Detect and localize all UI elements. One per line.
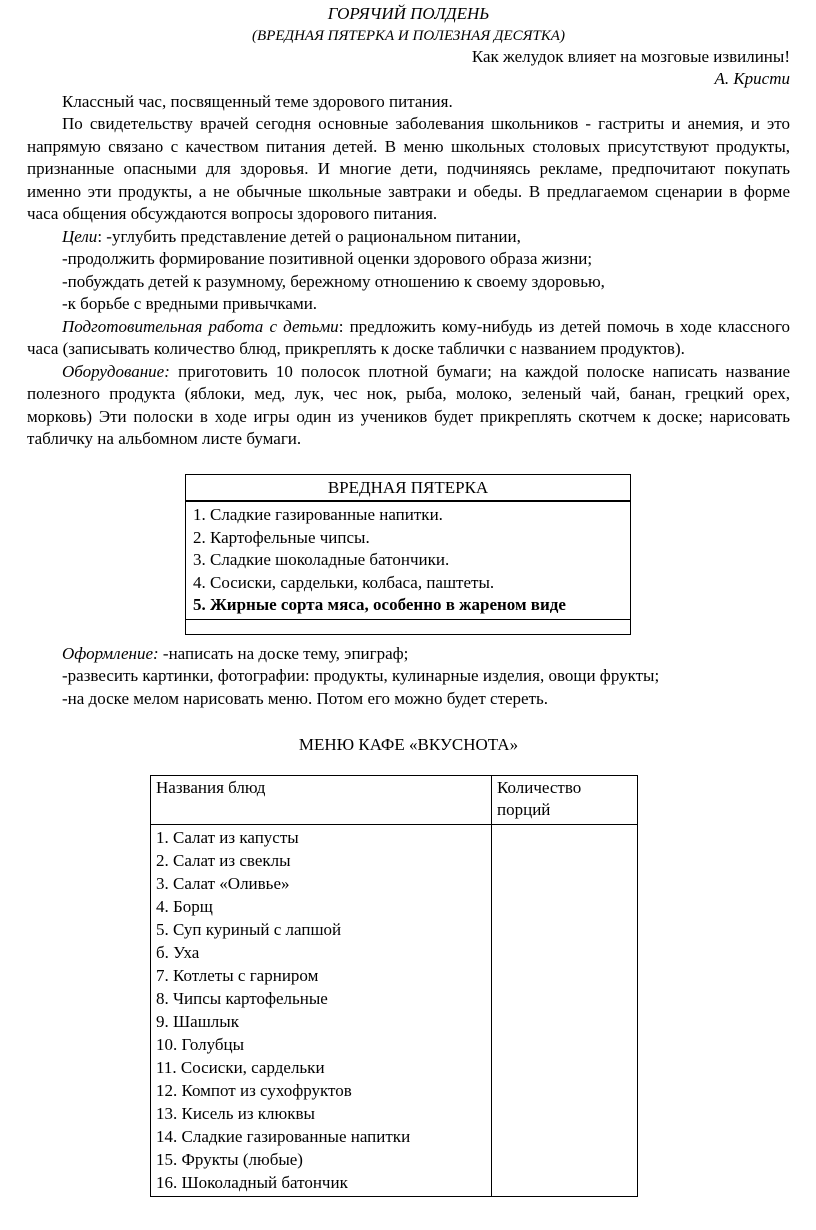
equipment-text: приготовить 10 полосок плотной бумаги; на каждой полоске написать название полезного продукта (яблоки, мед, лук, чес нок, рыба, молоко, зеленый чай, банан, грецкий орех, морковь) Эти полоски в ходе игры один из учеников будет прикреплять скотчем к доске; нарисовать табличку на альбомном листе бумаги.: [27, 361, 790, 448]
decor-line: [27, 643, 790, 666]
menu-item: 2. Салат из свеклы: [156, 850, 291, 870]
harmful-item: 1. Сладкие газированные напитки.: [193, 505, 443, 524]
equipment-label: Оборудование:: [62, 361, 170, 381]
epigraph: Как желудок влияет на мозговые извилины!: [471, 46, 790, 66]
harmful-item: 4. Сосиски, сардельки, колбаса, паштеты.: [193, 572, 495, 592]
menu-item: 1. Салат из капусты: [156, 827, 299, 847]
harmful-item: 2. Картофельные чипсы.: [193, 527, 370, 547]
goals-label: Цели: [62, 226, 98, 246]
goal-item: -к борьбе с вредными привычками.: [62, 294, 318, 313]
menu-item: 14. Сладкие газированные напитки: [156, 1126, 411, 1146]
menu-item: 4. Борщ: [156, 896, 213, 916]
harmful-five-table: [185, 474, 631, 635]
overview-paragraph: По свидетельству врачей сегодня основные заболевания школьников - гастриты и анемия, и это напрямую связано с качеством питания детей. В меню школьных столовых присутствуют продукты, признанные опасными для здоровья. И многие дети, подчиняясь рекламе, предпочитают покупать именно эти продукты, а не обычные школьные завтраки и обеды. В предлагаемом сценарии в форме часа общения обсуждаются вопросы здорового питания.: [27, 114, 790, 223]
harmful-five-footer: [186, 619, 630, 634]
menu-title: МЕНЮ КАФЕ «ВКУСНОТА»: [298, 735, 519, 754]
menu-item: 5. Суп куриный с лапшой: [156, 919, 342, 939]
prep-paragraph: [27, 316, 790, 361]
menu-dishes-cell: [151, 825, 492, 1196]
goals-line: [27, 226, 790, 249]
doc-subtitle: (ВРЕДНАЯ ПЯТЕРКА И ПОЛЕЗНАЯ ДЕСЯТКА): [252, 27, 565, 44]
intro-paragraph: Классный час, посвященный теме здорового питания.: [62, 91, 453, 111]
menu-item: 13. Кисель из клюквы: [156, 1103, 315, 1123]
equipment-paragraph: [27, 361, 790, 451]
menu-portions-cell: [492, 825, 637, 1196]
menu-table-body: [151, 825, 637, 1196]
menu-item: 8. Чипсы картофельные: [156, 988, 328, 1008]
menu-item: 12. Компот из сухофруктов: [156, 1080, 352, 1100]
harmful-item: 3. Сладкие шоколадные батончики.: [193, 550, 450, 569]
menu-table-header: [151, 776, 637, 825]
menu-item: б. Уха: [156, 942, 200, 962]
decor-item: -на доске мелом нарисовать меню. Потом его можно будет стереть.: [62, 688, 549, 708]
goals-text: : -углубить представление детей о рациональном питании,: [97, 226, 521, 246]
menu-item: 16. Шоколадный батончик: [156, 1172, 348, 1192]
menu-item: 11. Сосиски, сардельки: [156, 1057, 325, 1077]
menu-item: 10. Голубцы: [156, 1034, 245, 1054]
menu-item: 9. Шашлык: [156, 1011, 239, 1031]
doc-title: ГОРЯЧИЙ ПОЛДЕНЬ: [327, 4, 490, 23]
harmful-five-list: [186, 502, 630, 619]
goal-item: -продолжить формирование позитивной оценки здорового образа жизни;: [62, 249, 593, 268]
harmful-five-title: ВРЕДНАЯ ПЯТЕРКА: [186, 475, 630, 503]
prep-text: : предложить кому-нибудь из детей помочь в ходе классного часа (записывать количество блюд, прикреплять к доске таблички с названием продуктов).: [27, 316, 791, 358]
menu-item: 7. Котлеты с гарниром: [156, 965, 319, 985]
goal-item: -побуждать детей к разумному, бережному отношению к своему здоровью,: [62, 271, 605, 291]
epigraph-author: А. Кристи: [714, 69, 790, 88]
menu-item: 3. Салат «Оливье»: [156, 873, 290, 893]
menu-col-dishes: Названия блюд: [151, 776, 492, 824]
menu-col-portions: Количество порций: [497, 777, 582, 819]
harmful-item: 5. Жирные сорта мяса, особенно в жареном виде: [193, 595, 566, 614]
menu-table: [150, 775, 638, 1197]
prep-label: Подготовительная работа с детьми: [62, 316, 339, 336]
decor-text: -написать на доске тему, эпиграф;: [158, 643, 409, 663]
menu-item: 15. Фрукты (любые): [156, 1149, 303, 1169]
decor-item: -развесить картинки, фотографии: продукты, кулинарные изделия, овощи фрукты;: [62, 666, 660, 685]
decor-label: Оформление:: [62, 643, 159, 663]
